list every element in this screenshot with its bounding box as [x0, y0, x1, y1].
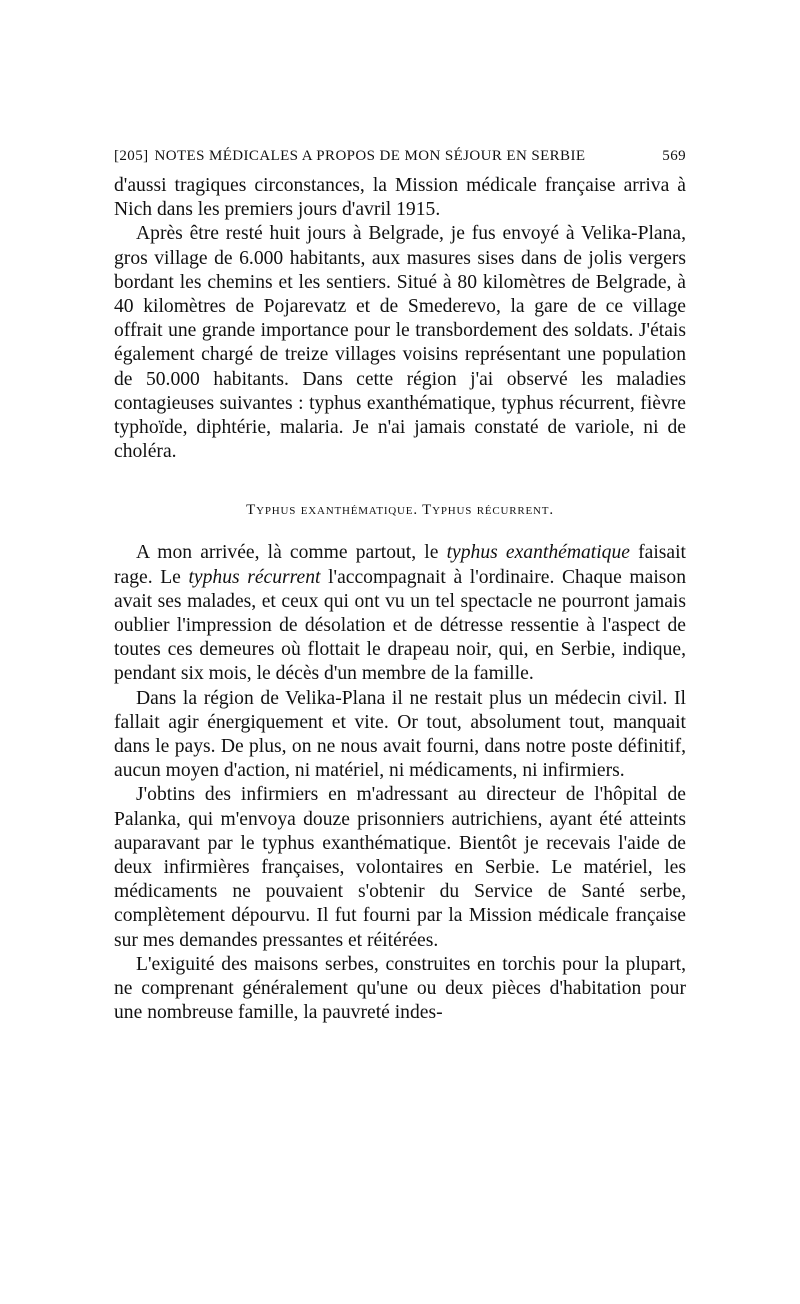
paragraph-continuation: d'aussi tragiques circonstances, la Mission médicale française arriva à Nich dans les premiers jours d'avril 1915.: [114, 175, 686, 221]
running-head: [114, 148, 686, 174]
paragraph-nurses: J'obtins des infirmiers en m'adressant au directeur de l'hôpital de Palanka, qui m'envoya douze prisonniers autrichiens, ayant été atteints auparavant par le typhus exanthématique. Bientôt je recevais l'aide de deux infirmières françaises, volontaires en Serbie. Le matériel, les médicaments ne pouvaient s'obtenir du Service de Santé serbe, complètement dépourvu. Il fut fourni par la Mission médicale française sur mes demandes pressantes et réitérées.: [114, 784, 686, 951]
text-fragment: l'accompagnait à l'ordinaire. Chaque maison avait ses malades, et ceux qui ont vu un tel spectacle ne pourront jamais oublier l'impression de désolation et de détresse ressentie à l'aspect de toutes ces demeures où flottait le drapeau noir, qui, en Serbie, indique, pendant six mois, le décès d'un membre de la famille.: [114, 566, 686, 685]
running-title: NOTES MÉDICALES A PROPOS DE MON SÉJOUR EN SERBIE: [154, 148, 586, 164]
body-text: [114, 174, 686, 464]
page-reference: [205]: [114, 148, 149, 164]
book-page: [114, 148, 686, 1026]
paragraph-houses: L'exiguité des maisons serbes, construites en torchis pour la plupart, ne comprenant généralement qu'une ou deux pièces d'habitation pour une nombreuse famille, la pauvreté indes-: [114, 953, 686, 1024]
paragraph-velika-plana: Après être resté huit jours à Belgrade, je fus envoyé à Velika-Plana, gros village de 6.000 habitants, aux masures sises dans de jolis vergers bordant les chemins et les sentiers. Situé à 80 kilomètres de Belgrade, à 40 kilomètres de Pojarevatz et de Smederevo, la gare de ce village offrait une grande importance pour le transbordement des soldats. J'étais également chargé de treize villages voisins représentant une population de 50.000 habitants. Dans cette région j'ai observé les maladies contagieuses suivantes : typhus exanthématique, typhus récurrent, fièvre typhoïde, diphtérie, malaria. Je n'ai jamais constaté de variole, ni de choléra.: [114, 223, 686, 463]
paragraph-typhus-arrival: [114, 541, 686, 686]
italic-term-typhus-recurrent: typhus récurrent: [188, 566, 321, 588]
section-heading: Typhus exanthématique. Typhus récurrent.: [246, 502, 554, 519]
text-fragment: A mon arrivée, là comme partout, le: [136, 542, 447, 564]
italic-term-typhus-exanthematique: typhus exanthématique: [446, 542, 630, 564]
section-body: [114, 541, 686, 1025]
paragraph-no-doctor: Dans la région de Velika-Plana il ne restait plus un médecin civil. Il fallait agir énergiquement et vite. Or tout, absolument tout, manquait dans le pays. De plus, on ne nous avait fourni, dans notre poste définitif, aucun moyen d'action, ni matériel, ni médicaments, ni infirmiers.: [114, 687, 686, 782]
running-head-left: [114, 148, 585, 165]
page-number: 569: [662, 148, 686, 164]
text-fragment: faisait rage. Le: [114, 542, 686, 588]
